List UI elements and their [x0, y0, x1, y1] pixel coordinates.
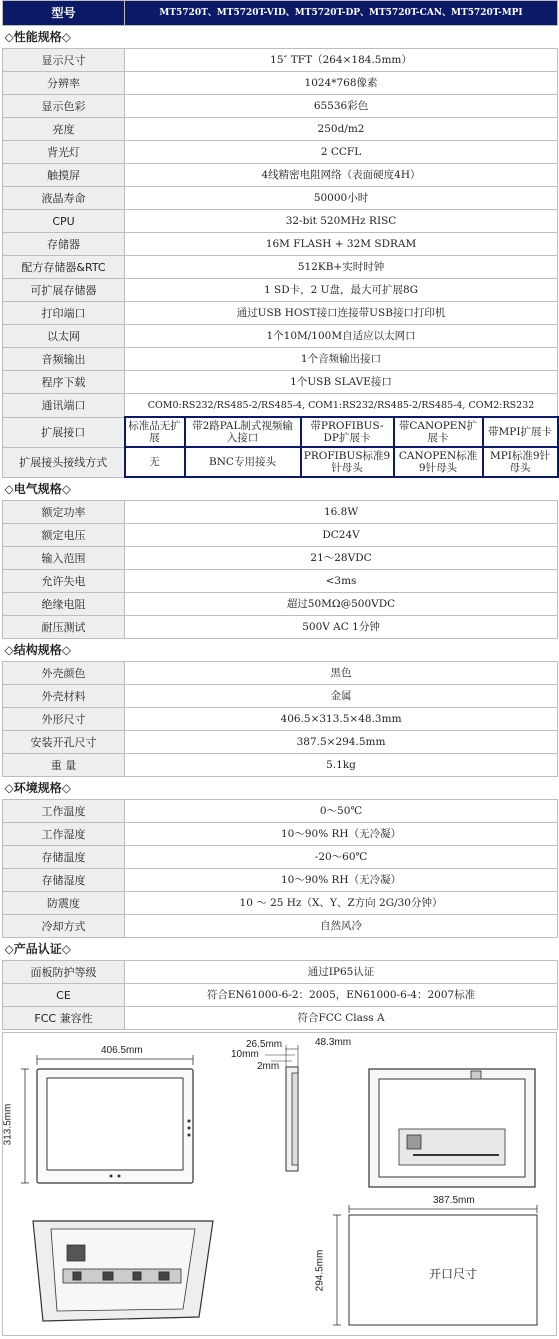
spec-value: 406.5×313.5×48.3mm [125, 708, 558, 731]
dimension-drawing [2, 1032, 557, 1336]
spec-row [3, 95, 558, 118]
spec-value: 1个10M/100M自适应以太网口 [125, 325, 558, 348]
spec-value: 16.8W [125, 501, 558, 524]
side-c-dim: 2mm [257, 1061, 280, 1072]
spec-label: 液晶寿命 [3, 187, 125, 210]
spec-row [3, 731, 558, 754]
spec-value: 50000小时 [125, 187, 558, 210]
spec-label: 外壳材料 [3, 685, 125, 708]
spec-label: 显示色彩 [3, 95, 125, 118]
spec-value: COM0:RS232/RS485-2/RS485-4, COM1:RS232/RS485-2/RS485-4, COM2:RS232 [125, 394, 558, 418]
spec-row [3, 210, 558, 233]
spec-row [3, 961, 558, 984]
spec-row [3, 164, 558, 187]
cutout-label: 开口尺寸 [429, 1267, 478, 1281]
spec-value: 10～90% RH（无冷凝） [125, 869, 558, 892]
connector-label: 扩展接头接线方式 [3, 447, 125, 477]
spec-value: 15″ TFT（264×184.5mm） [125, 49, 558, 72]
connector-option: PROFIBUS标准9针母头 [301, 447, 394, 477]
spec-value: DC24V [125, 524, 558, 547]
spec-row [3, 823, 558, 846]
spec-value: 0～50℃ [125, 800, 558, 823]
section-title: ◇产品认证◇ [3, 938, 558, 961]
spec-value: 16M FLASH + 32M SDRAM [125, 233, 558, 256]
spec-label: 存储温度 [3, 846, 125, 869]
back-view [369, 1069, 535, 1187]
spec-label: 外形尺寸 [3, 708, 125, 731]
spec-label: 可扩展存储器 [3, 279, 125, 302]
spec-value: 250d/m2 [125, 118, 558, 141]
spec-row [3, 915, 558, 938]
section-certification [3, 938, 558, 961]
spec-row [3, 394, 558, 418]
side-a-dim: 26.5mm [246, 1039, 283, 1050]
spec-label: 工作湿度 [3, 823, 125, 846]
expansion-option: 带2路PAL制式视频输入接口 [185, 417, 301, 447]
connector-option: BNC专用接头 [185, 447, 301, 477]
spec-row [3, 501, 558, 524]
spec-value: <3ms [125, 570, 558, 593]
spec-row [3, 233, 558, 256]
spec-value: 500V AC 1分钟 [125, 616, 558, 639]
spec-row [3, 371, 558, 394]
spec-value: -20～60℃ [125, 846, 558, 869]
spec-label: CPU [3, 210, 125, 233]
section-electrical [3, 477, 558, 501]
spec-label: 额定功率 [3, 501, 125, 524]
spec-row [3, 800, 558, 823]
model-label: 型号 [3, 1, 125, 26]
spec-value: 2 CCFL [125, 141, 558, 164]
spec-row [3, 754, 558, 777]
spec-label: 打印端口 [3, 302, 125, 325]
spec-row [3, 593, 558, 616]
spec-label: 存储湿度 [3, 869, 125, 892]
spec-label: 程序下载 [3, 371, 125, 394]
spec-row [3, 547, 558, 570]
spec-label: 配方存储器&RTC [3, 256, 125, 279]
model-list: MT5720T、MT5720T-VID、MT5720T-DP、MT5720T-CAN、MT5720T-MPI [125, 1, 558, 26]
expansion-option: 带PROFIBUS-DP扩展卡 [301, 417, 394, 447]
spec-label: 输入范围 [3, 547, 125, 570]
spec-label: 以太网 [3, 325, 125, 348]
spec-row [3, 279, 558, 302]
spec-value: 10 ～ 25 Hz（X、Y、Z方向 2G/30分钟） [125, 892, 558, 915]
spec-label: 安装开孔尺寸 [3, 731, 125, 754]
spec-value: 4线精密电阻网络（表面硬度4H） [125, 164, 558, 187]
spec-label: 耐压测试 [3, 616, 125, 639]
spec-row [3, 984, 558, 1007]
spec-label: 面板防护等级 [3, 961, 125, 984]
spec-row [3, 348, 558, 371]
spec-label: 冷却方式 [3, 915, 125, 938]
spec-value: 10～90% RH（无冷凝） [125, 823, 558, 846]
spec-label: 亮度 [3, 118, 125, 141]
front-height-dim: 313.5mm [2, 1103, 14, 1146]
spec-row [3, 187, 558, 210]
spec-label: 显示尺寸 [3, 49, 125, 72]
spec-value: 1个音频输出接口 [125, 348, 558, 371]
spec-value: 512KB+实时时钟 [125, 256, 558, 279]
header-row [3, 1, 558, 26]
spec-value: 1 SD卡，2 U盘，最大可扩展8G [125, 279, 558, 302]
spec-label: 分辨率 [3, 72, 125, 95]
spec-value: 黑色 [125, 662, 558, 685]
spec-value: 5.1kg [125, 754, 558, 777]
iso-view [33, 1221, 213, 1321]
spec-value: 符合EN61000-6-2：2005，EN61000-6-4：2007标准 [125, 984, 558, 1007]
section-title: ◇结构规格◇ [3, 639, 558, 662]
spec-value: 65536彩色 [125, 95, 558, 118]
spec-label: 工作温度 [3, 800, 125, 823]
section-title: ◇性能规格◇ [3, 26, 558, 49]
side-b-dim: 10mm [231, 1049, 259, 1060]
spec-value: 1个USB SLAVE接口 [125, 371, 558, 394]
spec-value: 通过IP65认证 [125, 961, 558, 984]
connector-row [3, 447, 558, 477]
expansion-option: 带CANOPEN扩展卡 [394, 417, 483, 447]
cutout-height-dim: 294.5mm [314, 1249, 326, 1292]
spec-table [2, 0, 559, 1030]
front-view [21, 1055, 193, 1183]
spec-row [3, 869, 558, 892]
spec-label: 存储器 [3, 233, 125, 256]
spec-row [3, 141, 558, 164]
connector-option: MPI标准9针母头 [483, 447, 558, 477]
side-depth-dim: 48.3mm [315, 1037, 352, 1048]
spec-label: 额定电压 [3, 524, 125, 547]
spec-label: 音频输出 [3, 348, 125, 371]
expansion-label: 扩展接口 [3, 417, 125, 447]
spec-value: 超过50MΩ@500VDC [125, 593, 558, 616]
spec-label: 绝缘电阻 [3, 593, 125, 616]
spec-row [3, 302, 558, 325]
spec-label: 通讯端口 [3, 394, 125, 418]
front-width-dim: 406.5mm [101, 1045, 143, 1056]
spec-row [3, 1007, 558, 1030]
spec-label: 允许失电 [3, 570, 125, 593]
spec-label: 外壳颜色 [3, 662, 125, 685]
spec-value: 自然风冷 [125, 915, 558, 938]
expansion-option: 带MPI扩展卡 [483, 417, 558, 447]
expansion-row [3, 417, 558, 447]
spec-row [3, 616, 558, 639]
spec-value: 通过USB HOST接口连接带USB接口打印机 [125, 302, 558, 325]
spec-row [3, 685, 558, 708]
spec-value: 21～28VDC [125, 547, 558, 570]
section-performance [3, 26, 558, 49]
section-structure [3, 639, 558, 662]
spec-label: 触摸屏 [3, 164, 125, 187]
spec-row [3, 570, 558, 593]
spec-row [3, 72, 558, 95]
section-title: ◇电气规格◇ [3, 477, 558, 501]
spec-value: 32-bit 520MHz RISC [125, 210, 558, 233]
spec-label: 重 量 [3, 754, 125, 777]
spec-row [3, 118, 558, 141]
connector-option: CANOPEN标准9针母头 [394, 447, 483, 477]
dimension-drawing-svg [3, 1033, 556, 1335]
connector-option: 无 [125, 447, 185, 477]
section-environment [3, 777, 558, 800]
spec-row [3, 846, 558, 869]
spec-row [3, 256, 558, 279]
spec-row [3, 49, 558, 72]
spec-value: 金属 [125, 685, 558, 708]
spec-label: 防震度 [3, 892, 125, 915]
spec-row [3, 662, 558, 685]
spec-row [3, 892, 558, 915]
spec-label: 背光灯 [3, 141, 125, 164]
spec-label: FCC 兼容性 [3, 1007, 125, 1030]
spec-value: 387.5×294.5mm [125, 731, 558, 754]
spec-value: 1024*768像素 [125, 72, 558, 95]
spec-row [3, 524, 558, 547]
spec-label: CE [3, 984, 125, 1007]
section-title: ◇环境规格◇ [3, 777, 558, 800]
cutout-width-dim: 387.5mm [433, 1195, 475, 1206]
spec-value: 符合FCC Class A [125, 1007, 558, 1030]
spec-row [3, 708, 558, 731]
expansion-option: 标准品无扩展 [125, 417, 185, 447]
spec-row [3, 325, 558, 348]
